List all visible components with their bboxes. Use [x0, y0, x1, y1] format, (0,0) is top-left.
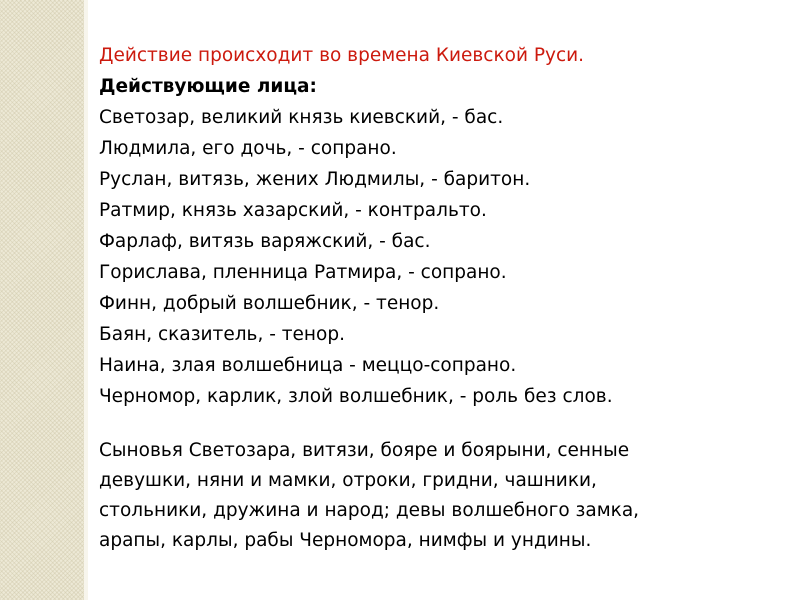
character-line: Руслан, витязь, жених Людмилы, - баритон. — [99, 169, 531, 190]
character-line: Фарлаф, витязь варяжский, - бас. — [99, 231, 431, 252]
ensemble-paragraph — [99, 436, 779, 556]
side-strip-edge — [84, 0, 88, 600]
ensemble-line: арапы, карлы, рабы Черномора, нимфы и ундины. — [99, 530, 592, 551]
ensemble-line: девушки, няни и мамки, отроки, гридни, чашники, — [99, 470, 597, 491]
character-line: Черномор, карлик, злой волшебник, - роль без слов. — [99, 386, 613, 407]
ensemble-line: стольники, дружина и народ; девы волшебного замка, — [99, 500, 640, 521]
character-list — [99, 102, 779, 412]
character-line: Людмила, его дочь, - сопрано. — [99, 138, 397, 159]
character-line: Финн, добрый волшебник, - тенор. — [99, 293, 440, 314]
characters-heading: Действующие лица: — [99, 76, 317, 97]
character-line: Наина, злая волшебница - меццо-сопрано. — [99, 355, 517, 376]
ensemble-line: Сыновья Светозара, витязи, бояре и боярыни, сенные — [99, 440, 630, 461]
character-line: Ратмир, князь хазарский, - контральто. — [99, 200, 487, 221]
character-line: Светозар, великий князь киевский, - бас. — [99, 107, 504, 128]
slide-content — [99, 40, 779, 556]
setting-text: Действие происходит во времена Киевской Руси. — [99, 45, 585, 66]
paragraph-spacer — [99, 412, 779, 436]
character-line: Горислава, пленница Ратмира, - сопрано. — [99, 262, 507, 283]
character-line: Баян, сказитель, - тенор. — [99, 324, 345, 345]
decorative-side-strip — [0, 0, 84, 600]
